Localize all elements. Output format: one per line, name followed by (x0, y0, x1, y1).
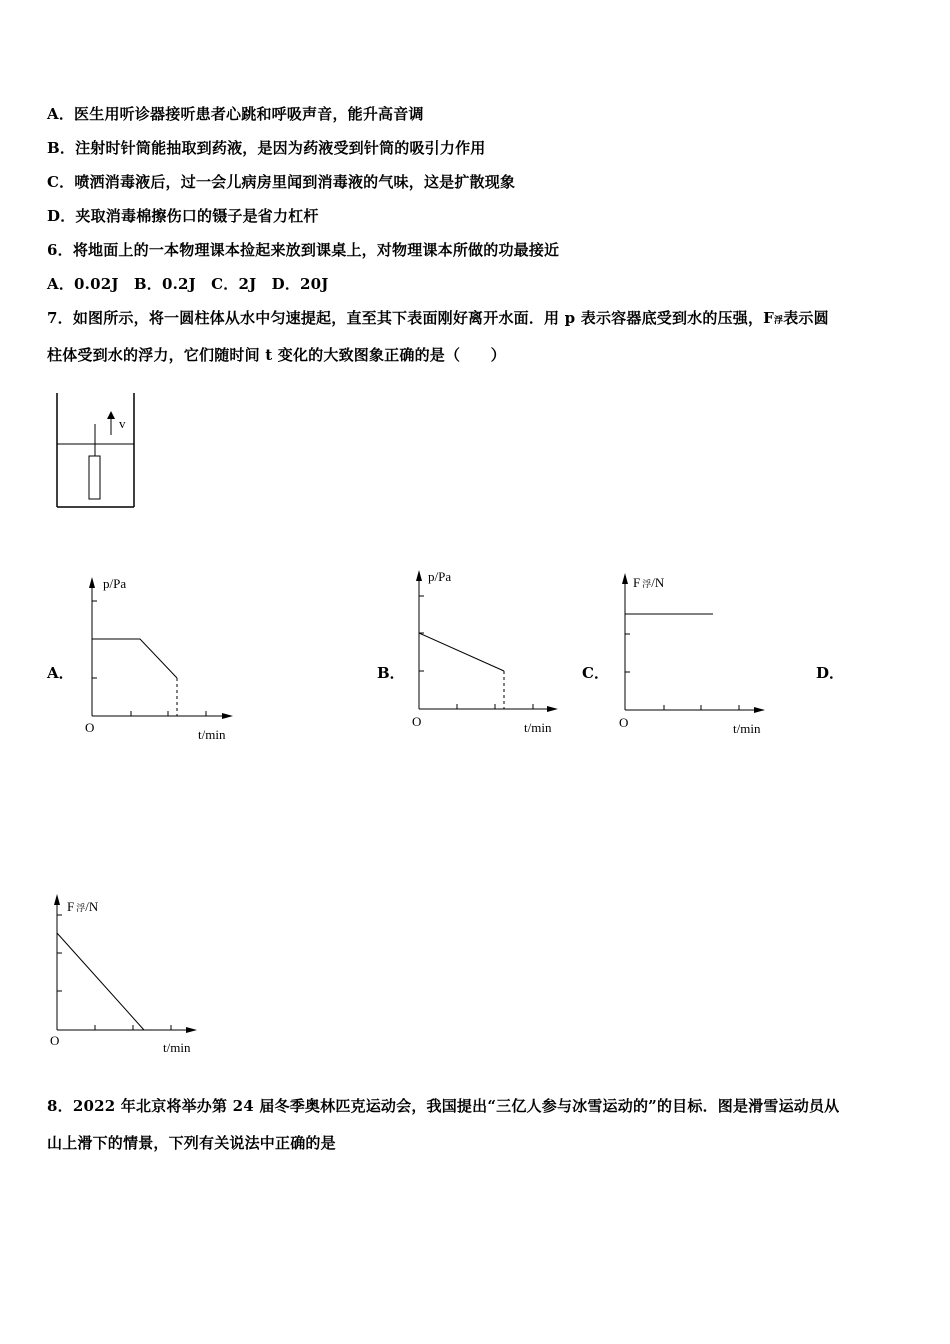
q8-stem-line1: 8．2022 年北京将举办第 24 届冬季奥林匹克运动会，我国提出“三亿人参与冰雪运动的”的目标．图是滑雪运动员从 (47, 1097, 840, 1115)
option-d-label: D． (816, 664, 845, 682)
q8-stem-line2: 山上滑下的情景，下列有关说法中正确的是 (47, 1134, 336, 1152)
svg-text:O: O (412, 714, 422, 729)
graph-d-curve (57, 933, 144, 1030)
q5-option-a: A．医生用听诊器接听患者心跳和呼吸声音，能升高音调 (47, 105, 424, 123)
svg-text:F浮/N: F 浮/N (67, 899, 99, 914)
svg-text:O: O (50, 1033, 60, 1048)
q6-options: A．0.02J B．0.2J C．2J D．20J (47, 275, 329, 293)
svg-text:p/Pa: p/Pa (428, 569, 452, 584)
q7-stem-line1: 7．如图所示，将一圆柱体从水中匀速提起，直至其下表面刚好离开水面．用 p 表示容器底受到水的压强，F浮表示圆 (47, 309, 829, 327)
svg-text:t/min: t/min (524, 720, 552, 735)
svg-text:p/Pa: p/Pa (103, 576, 127, 591)
svg-text:O: O (85, 720, 95, 735)
svg-text:F浮/N: F 浮/N (633, 575, 665, 590)
q6-stem: 6．将地面上的一本物理课本捡起来放到课桌上，对物理课本所做的功最接近 (47, 241, 560, 259)
svg-text:t/min: t/min (198, 727, 226, 742)
svg-text:t/min: t/min (733, 721, 761, 736)
svg-text:O: O (619, 715, 629, 730)
velocity-label: v (119, 416, 126, 431)
q5-option-b: B．注射时针筒能抽取到药液，是因为药液受到针筒的吸引力作用 (47, 139, 486, 157)
q5-option-c: C．喷洒消毒液后，过一会儿病房里闻到消毒液的气味，这是扩散现象 (47, 173, 516, 191)
svg-text:t/min: t/min (163, 1040, 191, 1055)
option-b-label: B． (377, 664, 405, 682)
q5-option-d: D．夹取消毒棉擦伤口的镊子是省力杠杆 (47, 207, 319, 225)
option-a-label: A． (47, 664, 74, 682)
q7-stem-line2: 柱体受到水的浮力，它们随时间 t 变化的大致图象正确的是（ ） (47, 346, 506, 364)
option-c-label: C． (582, 664, 609, 682)
